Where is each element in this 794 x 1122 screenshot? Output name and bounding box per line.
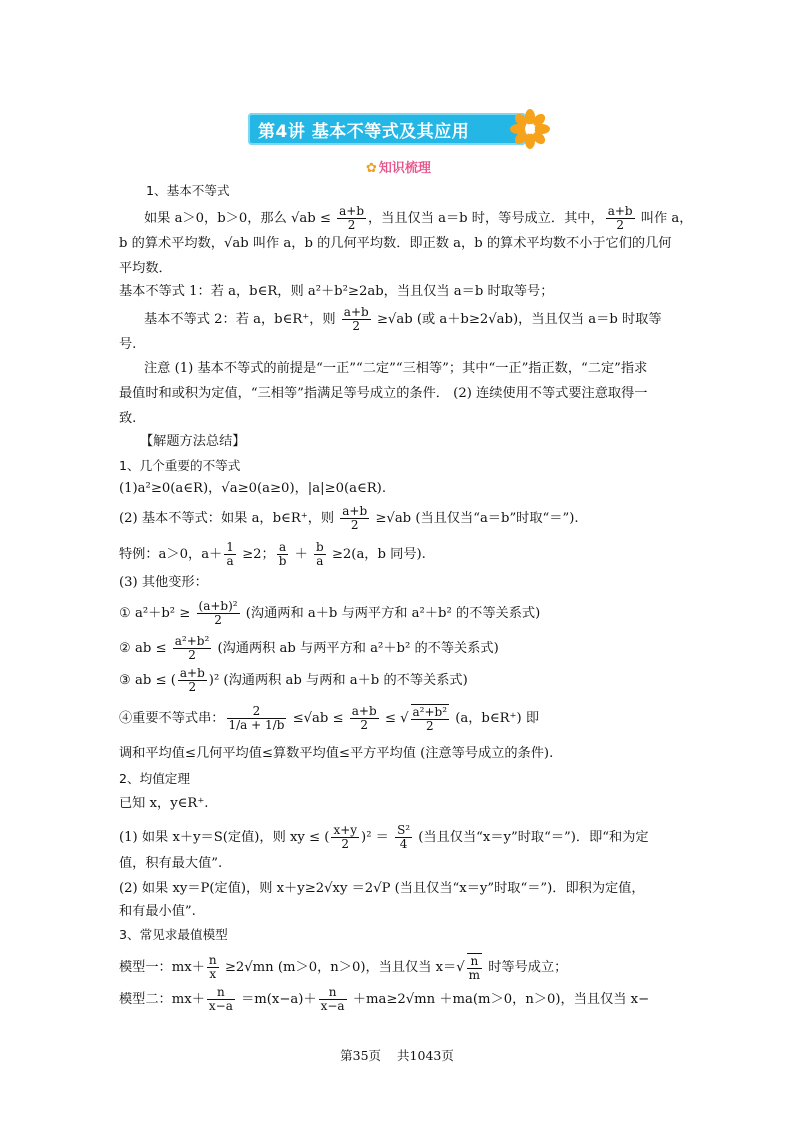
model-2	[119, 986, 649, 1013]
variant-3	[119, 667, 468, 694]
fraction	[207, 954, 219, 981]
text-run: (2) 基本不等式：如果 a，b∈R⁺，则	[119, 511, 339, 526]
section-heading-text: 知识梳理	[378, 161, 431, 176]
text-run: ，当且仅当 a＝b 时，等号成立．其中，	[368, 211, 604, 226]
text-run: ＋	[290, 547, 312, 562]
denominator: 1/a + 1/b	[228, 718, 285, 732]
numerator: a+b	[339, 204, 364, 218]
text-run: ＝m(x−a)＋	[236, 992, 317, 1007]
variant-4	[119, 704, 539, 733]
heading-extremum-models: 3、常见求最值模型	[119, 927, 228, 942]
text-run: (沟通两积 ab 与两平方和 a²＋b² 的不等关系式)	[213, 641, 499, 656]
text-run: ≥2√mn (m＞0，n＞0)，当且仅当 x＝√	[220, 960, 465, 975]
paragraph-definition-line2: b 的算术平均数，√ab 叫作 a，b 的几何平均数．即正数 a，b 的算术平均数不小于它们的几何	[119, 236, 672, 251]
lecture-title: 第4讲 基本不等式及其应用	[258, 122, 470, 142]
note-line3: 致.	[119, 411, 137, 426]
text-run: 特例：a＞0，a＋	[119, 547, 223, 562]
heading-basic-inequality: 1、基本不等式	[146, 183, 230, 198]
theorem-1	[119, 824, 649, 851]
text-run: (a，b∈R⁺) 即	[451, 711, 540, 726]
numerator: b	[315, 540, 324, 554]
denominator: 2	[347, 218, 356, 232]
numerator: a+b	[351, 704, 377, 718]
variant-1	[119, 600, 540, 627]
text-run: 如果 a＞0，b＞0，那么 √ab ≤	[144, 211, 336, 226]
fraction	[173, 635, 212, 662]
text-run: )² ＝	[361, 830, 394, 845]
denominator: a	[316, 554, 324, 568]
text-run: (1) 如果 x＋y＝S(定值)，则 xy ≤ (	[119, 830, 330, 845]
lecture-title-banner	[248, 113, 548, 147]
paragraph-definition-line3: 平均数．	[119, 261, 172, 276]
fraction	[178, 667, 207, 694]
denominator: 2	[188, 648, 196, 662]
mean-chain: 调和平均值≤几何平均值≤算数平均值≤平方平均值 (注意等号成立的条件).	[119, 746, 554, 761]
fraction	[411, 704, 450, 733]
flower-icon	[510, 109, 550, 149]
fraction	[606, 205, 635, 232]
numerator: a+b	[179, 666, 205, 680]
text-run: ② ab ≤	[119, 641, 171, 656]
fraction	[467, 953, 482, 982]
denominator: 2	[188, 680, 197, 694]
denominator: x−a	[320, 999, 345, 1013]
text-run: 模型二：mx＋	[119, 992, 205, 1007]
sparkle-icon: ✿	[366, 161, 377, 176]
text-run: ≤√ab ≤	[288, 711, 348, 726]
title-bar	[248, 113, 526, 145]
denominator: m	[468, 968, 481, 982]
basic-inequality-1: 基本不等式 1：若 a，b∈R，则 a²＋b²≥2ab，当且仅当 a＝b 时取等号；	[119, 284, 554, 299]
denominator: x	[209, 967, 217, 981]
denominator: b	[278, 554, 287, 568]
method-summary-heading: 【解题方法总结】	[140, 434, 246, 449]
numerator: (a+b)²	[198, 599, 238, 613]
fraction	[314, 541, 326, 568]
fraction	[207, 986, 235, 1013]
fraction	[337, 205, 366, 232]
theorem-2-cont: 和有最小值”.	[119, 904, 196, 919]
denominator: a	[226, 554, 234, 568]
page-total: 共1043页	[397, 1048, 454, 1063]
denominator: 2	[352, 319, 361, 333]
fraction	[277, 541, 289, 568]
model-1	[119, 953, 567, 982]
theorem-2: (2) 如果 xy＝P(定值)，则 x＋y≥2√xy ＝2√P (当且仅当“x＝y”时取“＝”)．即积为定值，	[119, 881, 645, 896]
text-run: 基本不等式 2：若 a，b∈R⁺，则	[144, 312, 340, 327]
numerator: a+b	[342, 504, 368, 518]
denominator: 2	[341, 837, 350, 851]
heading-mean-theorem: 2、均值定理	[119, 771, 190, 786]
text-run: 叫作 a，	[636, 211, 693, 226]
numerator: a+b	[607, 204, 633, 218]
text-run: (沟通两和 a＋b 与两平方和 a²＋b² 的不等关系式)	[241, 606, 541, 621]
paragraph-definition-line1	[144, 205, 692, 232]
numerator: x+y	[333, 823, 358, 837]
text-run: (当且仅当“x＝y”时取“＝”)．即“和为定	[414, 830, 649, 845]
denominator: 2	[360, 718, 369, 732]
numerator: a²+b²	[174, 634, 210, 648]
text-run: )² (沟通两积 ab 与两和 a＋b 的不等关系式)	[208, 673, 468, 688]
numerator: n	[207, 986, 235, 1000]
text-run: ③ ab ≤ (	[119, 673, 176, 688]
text-run: ≥2(a，b 同号).	[327, 547, 426, 562]
denominator: 4	[399, 837, 408, 851]
section-heading	[366, 157, 431, 176]
numerator: 1	[226, 540, 234, 554]
numerator: a²+b²	[412, 705, 448, 719]
text-run: ≥√ab (或 a＋b≥2√ab)，当且仅当 a＝b 时取等	[372, 312, 662, 327]
basic-inequality-2	[144, 306, 662, 333]
numerator: a+b	[343, 305, 369, 319]
denominator: 2	[616, 218, 624, 232]
fraction	[224, 541, 236, 568]
variant-2	[119, 635, 499, 662]
text-run: 模型一：mx＋	[119, 960, 205, 975]
denominator: 2	[425, 719, 434, 733]
fraction	[342, 306, 371, 333]
note-line2: 最值时和或积为定值，“三相等”指满足等号成立的条件． (2) 连续使用不等式要注意取得一	[119, 386, 648, 401]
denominator: x−a	[208, 999, 233, 1013]
given-xy: 已知 x，y∈R⁺.	[119, 796, 209, 811]
page-footer	[0, 1046, 794, 1064]
numerator: n	[467, 955, 482, 969]
denominator: 2	[350, 518, 359, 532]
special-case	[119, 541, 426, 568]
text-run: ≥√ab (当且仅当“a＝b”时取“＝”).	[371, 511, 579, 526]
fraction	[197, 600, 240, 627]
fraction	[350, 705, 379, 732]
text-run: ≥2；	[237, 547, 275, 562]
text-run: ＋ma≥2√mn ＋ma(m＞0，n＞0)，当且仅当 x−	[348, 992, 650, 1007]
text-run: ≤ √	[380, 711, 409, 726]
theorem-1-cont: 值，积有最大值”.	[119, 856, 223, 871]
fraction	[331, 824, 359, 851]
numerator: S²	[397, 823, 411, 837]
text-run: 时等号成立；	[484, 960, 568, 975]
fraction	[319, 986, 347, 1013]
inequality-2	[119, 505, 579, 532]
fraction	[340, 505, 369, 532]
fraction	[227, 705, 287, 732]
text-run: ④重要不等式串：	[119, 711, 225, 726]
numerator: n	[208, 953, 217, 967]
inequality-1: (1)a²≥0(a∈R)，√a≥0(a≥0)，|a|≥0(a∈R).	[119, 481, 387, 496]
numerator: 2	[227, 705, 287, 719]
numerator: a	[277, 541, 289, 555]
text-run: ① a²＋b² ≥	[119, 606, 195, 621]
numerator: n	[319, 986, 347, 1000]
heading-important-inequalities: 1、几个重要的不等式	[119, 458, 241, 473]
fraction	[395, 824, 412, 851]
note-line1: 注意 (1) 基本不等式的前提是“一正”“二定”“三相等”；其中“一正”指正数，“二定”指求	[144, 361, 648, 376]
other-variants-heading: (3) 其他变形：	[119, 575, 208, 590]
basic-inequality-2-cont: 号.	[119, 337, 137, 352]
page-number: 第35页	[340, 1048, 382, 1063]
denominator: 2	[214, 613, 222, 627]
